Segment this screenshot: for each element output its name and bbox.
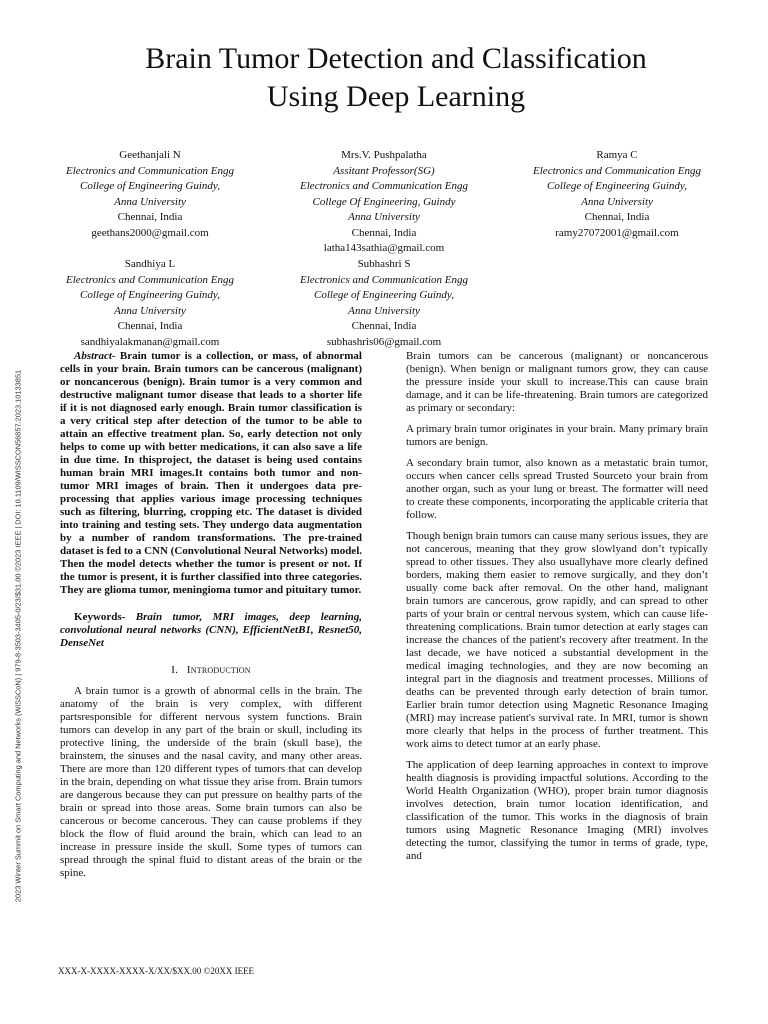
section-title: Introduction	[186, 664, 251, 676]
abstract-text: Brain tumor is a collection, or mass, of abnormal cells in your brain. Brain tumors can be cancerous (malignant) or noncancerous (benign). Brain tumor is a very common and destructive malignant tumor disease that leads to a shorter life if it is not diagnosed early enough. Brain tumor classification is a very critical step after detection of the tumor to be able to attain an effective treatment plan. So, early detection not only helps to come up with better medications, it can also save a life in due time. In thisproject, the dataset is being used contains human brain MRI images.It contains both tumor and non-tumor MRI images of brain. Then it undergoes data pre-processing that applies various image processing techniques such as filtering, blurring, cropping etc. The dataset is divided into training and testing sets. They undergo data augmentation by a number of random transformations. The pre-trained dataset is fed to a CNN (Convolutional Neural Networks) model. Then the model detects whether the tumor is present or not. If the tumor is present, it is further classified into three categories. They are glioma tumor, meningioma tumor and pituitary tumor.	[60, 350, 362, 596]
author-location: Chennai, India	[117, 320, 183, 332]
paper-title	[60, 40, 732, 116]
body-paragraph-2: A primary brain tumor originates in your brain. Many primary brain tumors are benign.	[406, 423, 708, 448]
right-column	[406, 350, 708, 871]
author-role: Assitant Professor(SG)	[333, 164, 435, 177]
left-column	[60, 350, 362, 888]
author-email: subhashris06@gmail.com	[326, 335, 442, 348]
publication-sidebar	[10, 316, 26, 956]
author-dept: Electronics and Communication Engg	[300, 273, 468, 286]
author-email: ramy27072001@gmail.com	[555, 226, 679, 239]
author-block-1	[30, 148, 270, 241]
intro-paragraph: A brain tumor is a growth of abnormal cells in the brain. The anatomy of the brain is very complex, with different partsresponsible for different nervous system functions. Brain tumors can develop in any part of the brain or skull, including its protective lining, the underside of the brain (skull base), the brainstem, the sinuses and the nasal cavity, and many other areas. There are more than 120 different types of tumors that can develop in the brain, depending on what tissue they arise from. Brain tumors are dangerous because they can put pressure on healthy parts of the brain or spread into those areas. Some brain tumors can also be cancerous or become cancerous. They can cause problems if they block the flow of fluid around the brain, which can lead to an increase in pressure inside the skull. Some types of tumors can spread through the spinal fluid to distant areas of the brain or the spine.	[60, 685, 362, 879]
body-paragraph-3: A secondary brain tumor, also known as a metastatic brain tumor, occurs when cancer cells spread Trusted Sourceto your brain from another organ, such as your lung or breast. The formatter will need to create these components, incorporating the applicable criteria that follow.	[406, 457, 708, 521]
author-block-5	[264, 257, 504, 350]
author-dept: Electronics and Communication Engg	[533, 164, 701, 177]
section-heading	[60, 664, 362, 677]
body-paragraph-5: The application of deep learning approaches in context to improve health diagnosis is providing impactful solutions. According to the World Health Organization (WHO), proper brain tumor diagnosis involves detection, brain tumor location identification, and classification of the tumor. This works in the diagnosis of brain tumors using Magnetic Resonance Imaging (MRI) involves detecting the tumor, classifying the tumor in terms of grade, type, and	[406, 759, 708, 862]
author-university: Anna University	[114, 195, 186, 208]
author-college: College Of Engineering, Guindy	[312, 195, 456, 208]
author-university: Anna University	[114, 304, 186, 317]
abstract-label: Abstract-	[74, 350, 116, 362]
author-college: College of Engineering Guindy,	[80, 180, 220, 192]
author-location: Chennai, India	[351, 226, 417, 239]
body-paragraph-4: Though benign brain tumors can cause many serious issues, they are not cancerous, meaning that they grow slowlyand don’t typically spread to other tissues. They also usuallyhave more clearly defined borders, making them easier to remove surgically, and they don’t usually come back after removal. On the other hand, malignant brain tumors are cancerous, grow rapidly, and can spread to other parts of your brain or central nervous system, which can cause life- threatening complications. Brain tumor detection at early stages can increase the chances of the patient's recovery after treatment. In the last decade, we have noticed a substantial development in the medical imaging technologies, and they are now becoming an integral part in the diagnosis and treatment processes. Millions of deaths can be prevented through early detection of brain tumor. Earlier brain tumor detection using Magnetic Resonance Imaging (MRI) may increase patient's survival rate. In MRI, tumor is shown more clearly that helps in the process of further treatment. This work aims to detect tumor at an early phase.	[406, 530, 708, 750]
author-email: sandhiyalakmanan@gmail.com	[80, 335, 220, 348]
keywords-label: Keywords-	[74, 611, 126, 623]
author-university: Anna University	[348, 211, 420, 223]
author-name: Subhashri S	[357, 258, 411, 270]
author-dept: Electronics and Communication Engg	[300, 180, 468, 192]
author-block-4	[30, 257, 270, 350]
author-college: College of Engineering Guindy,	[314, 289, 454, 301]
author-block-2	[264, 148, 504, 257]
author-name: Ramya C	[596, 149, 638, 161]
abstract-paragraph	[60, 350, 362, 597]
author-dept: Electronics and Communication Engg	[66, 273, 234, 286]
author-name: Sandhiya L	[124, 258, 176, 270]
author-location: Chennai, India	[584, 211, 650, 223]
title-line-2: Using Deep Learning	[266, 80, 526, 113]
author-email: geethans2000@gmail.com	[91, 226, 209, 239]
section-number: I.	[171, 664, 179, 676]
author-college: College of Engineering Guindy,	[547, 180, 687, 192]
author-dept: Electronics and Communication Engg	[66, 164, 234, 177]
title-line-1: Brain Tumor Detection and Classification	[145, 42, 647, 75]
author-email: latha143sathia@gmail.com	[323, 242, 445, 254]
author-block-3	[497, 148, 737, 241]
author-college: College of Engineering Guindy,	[80, 289, 220, 301]
author-location: Chennai, India	[117, 211, 183, 223]
copyright-footer: XXX-X-XXXX-XXXX-X/XX/$XX.00 ©20XX IEEE	[58, 966, 255, 976]
sidebar-text: 2023 Winter Summit on Smart Computing and Networks (WiSSCoN) | 979-8-3503-3405-0/23/$31.00 ©2023 IEEE | DOI: 10.1109/WISSCON56857.2023.10133851	[13, 369, 23, 903]
author-university: Anna University	[348, 304, 420, 317]
keywords-paragraph	[60, 611, 362, 650]
body-paragraph-1: Brain tumors can be cancerous (malignant) or noncancerous (benign). When benign or malignant tumors grow, they can cause the pressure inside your skull to increase.This can cause brain damage, and it can be life-threatening. Brain tumors are categorized as primary or secondary:	[406, 350, 708, 414]
keywords-list: Brain tumor, MRI images, deep learning, convolutional neural networks (CNN), EfficientNetB1, Resnet50, DenseNet	[60, 611, 362, 649]
author-name: Mrs.V. Pushpalatha	[341, 149, 427, 161]
author-name: Geethanjali N	[119, 149, 181, 161]
author-location: Chennai, India	[351, 320, 417, 332]
author-university: Anna University	[581, 195, 653, 208]
